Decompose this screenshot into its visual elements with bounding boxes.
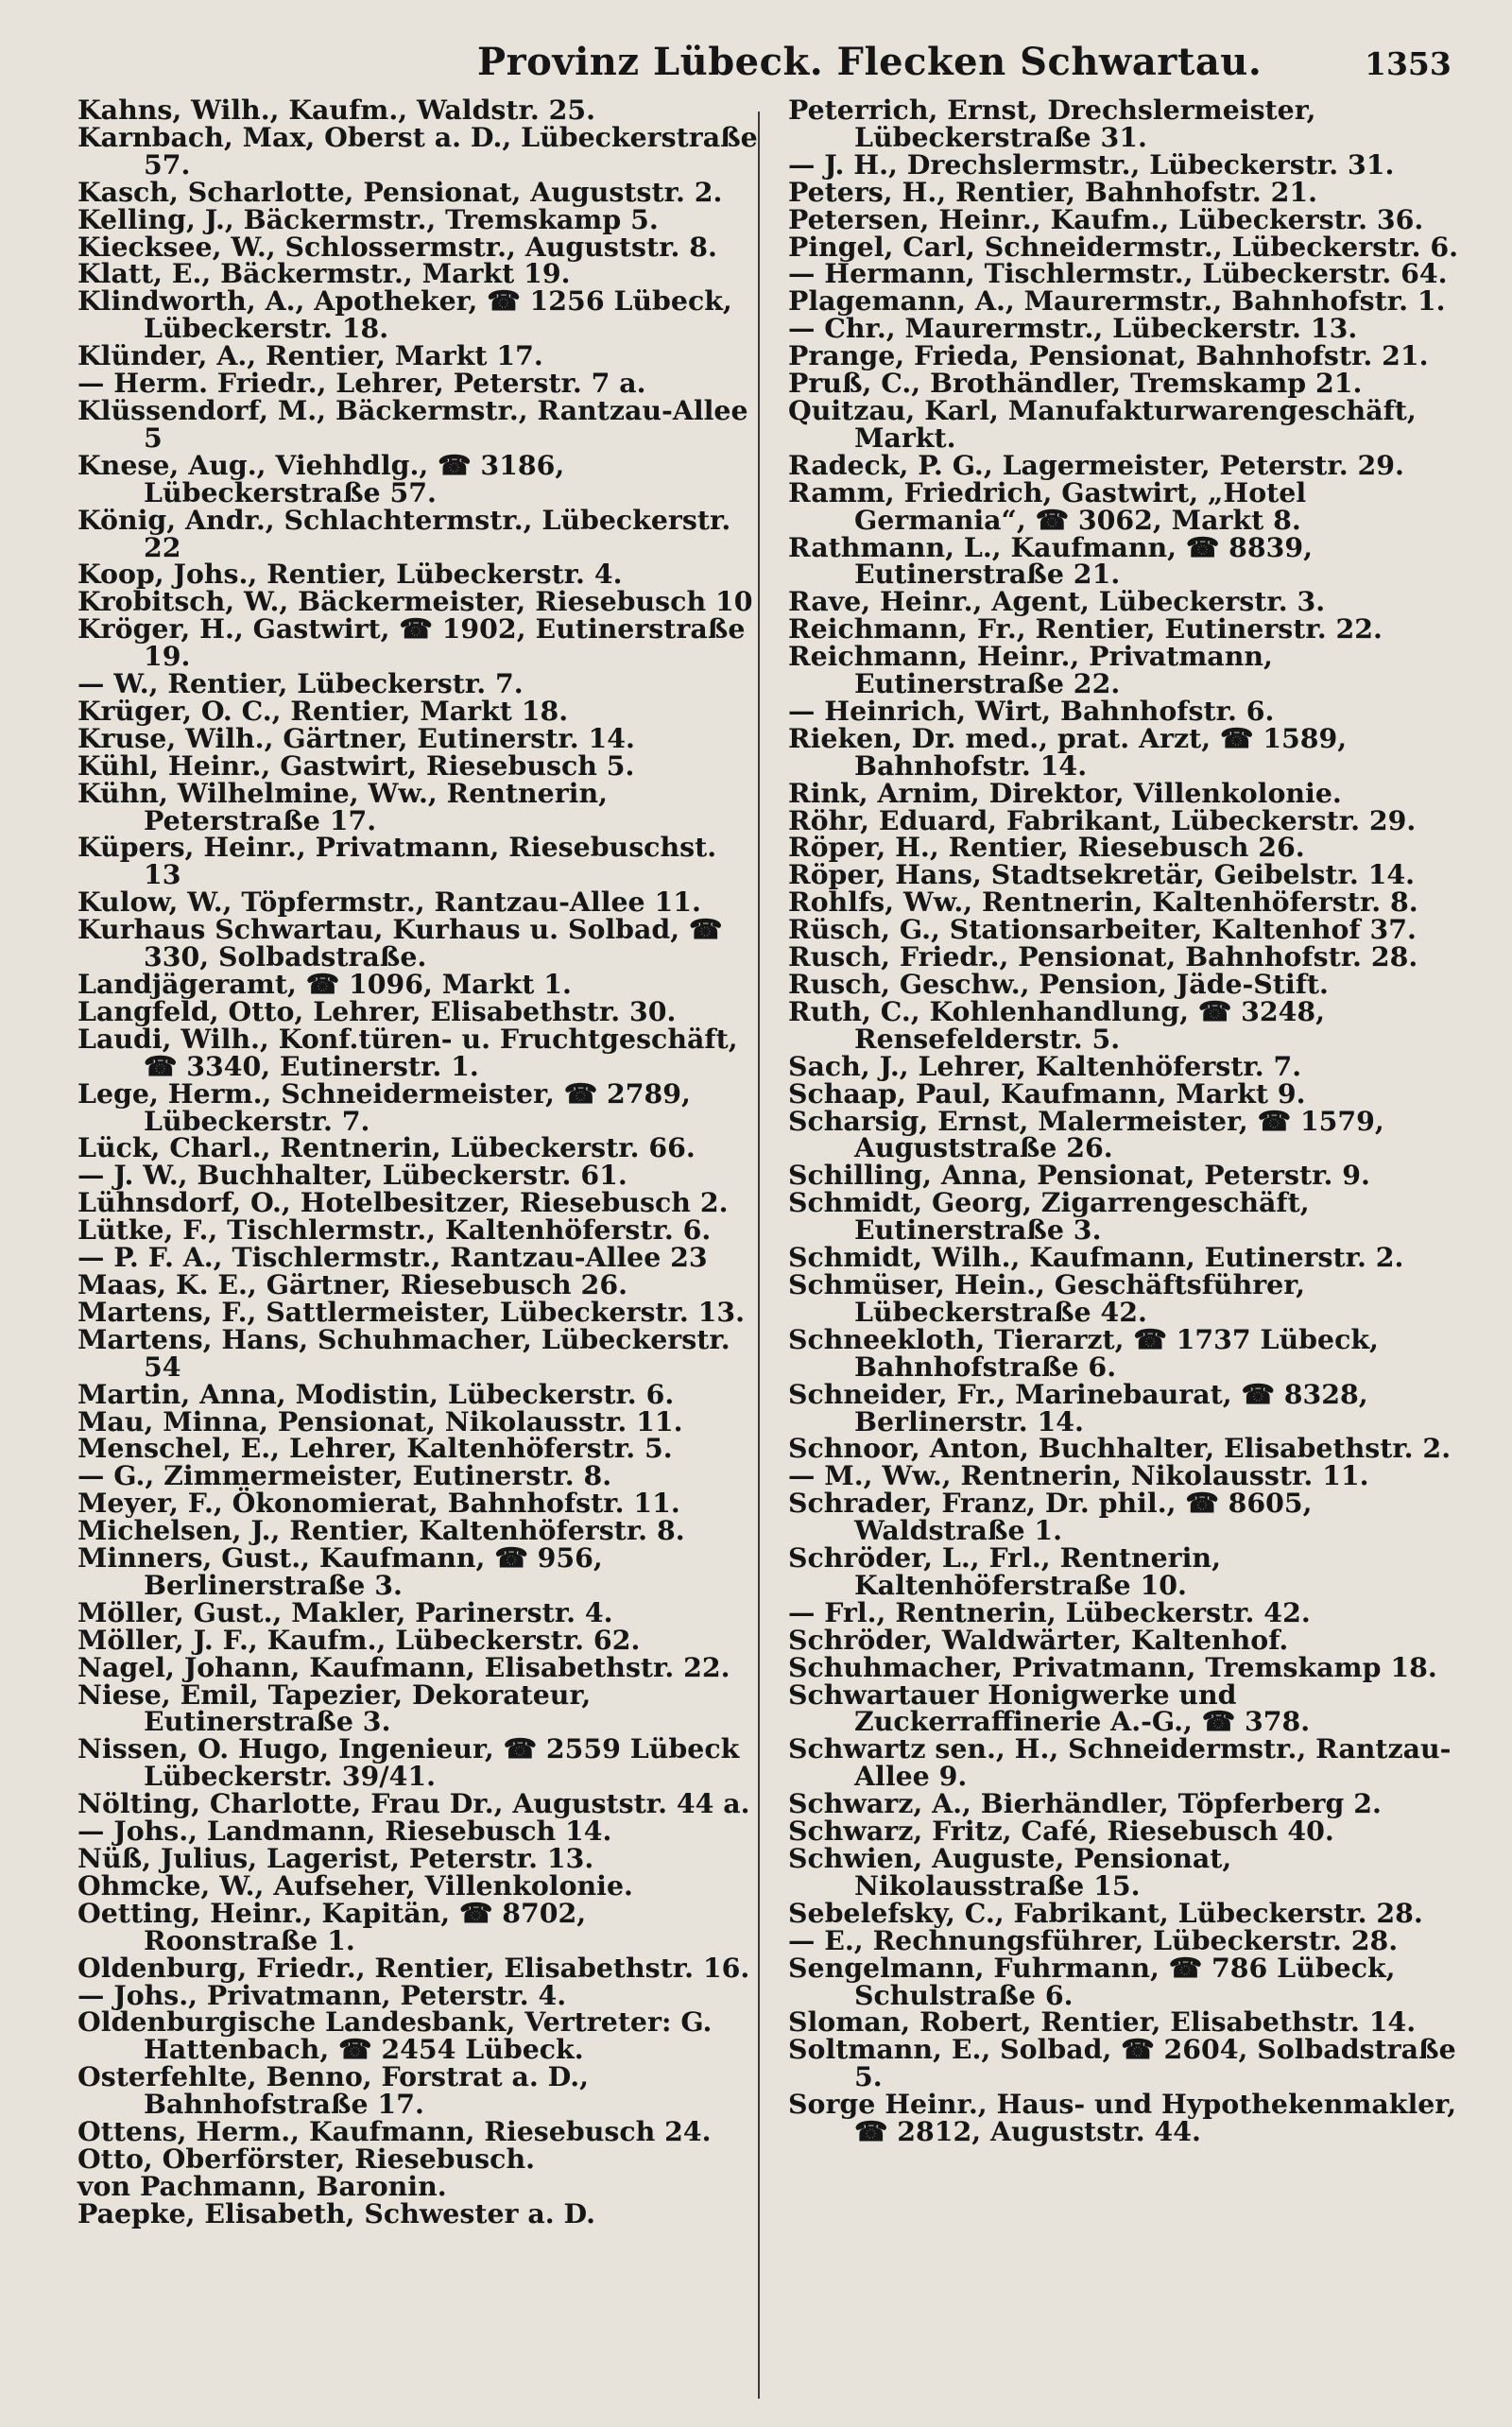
directory-entry: Rusch, Friedr., Pensionat, Bahnhofstr. 28. — [788, 940, 1418, 973]
directory-entry: Ramm, Friedrich, Gastwirt, „Hotel Germania“, ☎ 3062, Markt 8. — [788, 475, 1307, 536]
directory-entry: Knese, Aug., Viehhdlg., ☎ 3186, Lübeckerstraße 57. — [77, 448, 565, 508]
directory-entry: — E., Rechnungsführer, Lübeckerstr. 28. — [788, 1923, 1399, 1956]
directory-entry: Krobitsch, W., Bäckermeister, Riesebusch 10 — [77, 585, 753, 618]
directory-entry: Minners, Gust., Kaufmann, ☎ 956, Berlinerstraße 3. — [77, 1541, 603, 1601]
directory-entry: Ohmcke, W., Aufseher, Villenkolonie. — [77, 1868, 633, 1902]
directory-entry: Möller, J. F., Kaufm., Lübeckerstr. 62. — [77, 1623, 641, 1656]
directory-entry: Schuhmacher, Privatmann, Tremskamp 18. — [788, 1650, 1437, 1683]
directory-entry: Laudi, Wilh., Konf.türen- u. Fruchtgeschäft, ☎ 3340, Eutinerstr. 1. — [77, 1022, 738, 1082]
directory-entry: Schwartauer Honigwerke und Zuckerraffinerie A.-G., ☎ 378. — [788, 1678, 1311, 1738]
directory-entry: — G., Zimmermeister, Eutinerstr. 8. — [77, 1459, 612, 1492]
left-column — [77, 96, 758, 2228]
directory-entry: Klatt, E., Bäckermstr., Markt 19. — [77, 257, 571, 290]
directory-entry: Koop, Johs., Rentier, Lübeckerstr. 4. — [77, 558, 623, 591]
directory-entry: von Pachmann, Baronin. — [77, 2169, 447, 2202]
directory-entry: Peters, H., Rentier, Bahnhofstr. 21. — [788, 175, 1318, 208]
directory-entry: Klindworth, A., Apotheker, ☎ 1256 Lübeck, Lübeckerstr. 18. — [77, 284, 732, 345]
page-title: Provinz Lübeck. Flecken Schwartau. — [477, 40, 1263, 84]
directory-entry: Reichmann, Heinr., Privatmann, Eutinerstraße 22. — [788, 640, 1273, 700]
directory-entry: Niese, Emil, Tapezier, Dekorateur, Eutinerstraße 3. — [77, 1678, 592, 1738]
directory-entry: Nissen, O. Hugo, Ingenieur, ☎ 2559 Lübeck Lübeckerstr. 39/41. — [77, 1732, 740, 1793]
directory-entry: Sorge Heinr., Haus- und Hypothekenmakler, ☎ 2812, Auguststr. 44. — [788, 2088, 1457, 2148]
directory-entry: Plagemann, A., Maurermstr., Bahnhofstr. 1. — [788, 284, 1446, 318]
directory-entry: Schwien, Auguste, Pensionat, Nikolausstraße 15. — [788, 1842, 1232, 1902]
directory-entry: Kahns, Wilh., Kaufm., Waldstr. 25. — [77, 94, 596, 126]
directory-entry: Röper, Hans, Stadtsekretär, Geibelstr. 14. — [788, 858, 1416, 891]
directory-entry: Schneider, Fr., Marinebaurat, ☎ 8328, Berlinerstr. 14. — [788, 1377, 1368, 1437]
directory-entry: Karnbach, Max, Oberst a. D., Lübeckerstraße 57. — [77, 120, 758, 181]
directory-entry: Sengelmann, Fuhrmann, ☎ 786 Lübeck, Schulstraße 6. — [788, 1951, 1396, 2011]
directory-entry: Lege, Herm., Schneidermeister, ☎ 2789, Lübeckerstr. 7. — [77, 1076, 691, 1137]
directory-entry: — Frl., Rentnerin, Lübeckerstr. 42. — [788, 1595, 1311, 1628]
directory-entry: Schrader, Franz, Dr. phil., ☎ 8605, Waldstraße 1. — [788, 1487, 1313, 1547]
directory-entry: — Heinrich, Wirt, Bahnhofstr. 6. — [788, 694, 1275, 727]
directory-entry: Kiecksee, W., Schlossermstr., Auguststr. 8. — [77, 230, 717, 263]
directory-entry: Radeck, P. G., Lagermeister, Peterstr. 29. — [788, 448, 1404, 481]
column-divider — [758, 112, 760, 2399]
directory-entry: Rave, Heinr., Agent, Lübeckerstr. 3. — [788, 585, 1326, 618]
directory-entry: Möller, Gust., Makler, Parinerstr. 4. — [77, 1595, 613, 1628]
directory-entry: Meyer, F., Ökonomierat, Bahnhofstr. 11. — [77, 1487, 680, 1520]
directory-entry: Kruse, Wilh., Gärtner, Eutinerstr. 14. — [77, 721, 635, 754]
directory-entry: Osterfehlte, Benno, Forstrat a. D., Bahnhofstraße 17. — [77, 2060, 590, 2121]
directory-entry: Oetting, Heinr., Kapitän, ☎ 8702, Roonstraße 1. — [77, 1896, 587, 1956]
directory-entry: Ottens, Herm., Kaufmann, Riesebusch 24. — [77, 2115, 712, 2148]
directory-entry: Kühn, Wilhelmine, Ww., Rentnerin, Peterstraße 17. — [77, 776, 608, 836]
directory-entry: — Chr., Maurermstr., Lübeckerstr. 13. — [788, 312, 1358, 345]
directory-entry: Kasch, Scharlotte, Pensionat, Auguststr. 2. — [77, 175, 723, 208]
directory-entry: Quitzau, Karl, Manufakturwarengeschäft, Markt. — [788, 393, 1417, 454]
directory-entry: — J. W., Buchhalter, Lübeckerstr. 61. — [77, 1159, 627, 1192]
directory-entry: Schmüser, Hein., Geschäftsführer, Lübeckerstraße 42. — [788, 1267, 1306, 1328]
directory-entry: — P. F. A., Tischlermstr., Rantzau-Allee 23 — [77, 1241, 708, 1274]
directory-entry: Pruß, C., Brothändler, Tremskamp 21. — [788, 367, 1363, 400]
directory-entry: Langfeld, Otto, Lehrer, Elisabethstr. 30. — [77, 994, 677, 1027]
page-number: 1353 — [1365, 45, 1452, 82]
directory-entry: — M., Ww., Rentnerin, Nikolausstr. 11. — [788, 1459, 1369, 1492]
directory-entry: Schwarz, Fritz, Café, Riesebusch 40. — [788, 1815, 1334, 1848]
directory-entry: Sloman, Robert, Rentier, Elisabethstr. 14. — [788, 2005, 1417, 2039]
directory-entry: Schnoor, Anton, Buchhalter, Elisabethstr. 2. — [788, 1432, 1452, 1465]
directory-entry: — Johs., Privatmann, Peterstr. 4. — [77, 1978, 567, 2011]
directory-entry: Paepke, Elisabeth, Schwester a. D. — [77, 2196, 596, 2229]
directory-entry: Rink, Arnim, Direktor, Villenkolonie. — [788, 776, 1342, 809]
directory-entry: Schaap, Paul, Kaufmann, Markt 9. — [788, 1076, 1306, 1110]
directory-entry: Schwartz sen., H., Schneidermstr., Rantzau-Allee 9. — [788, 1732, 1452, 1793]
directory-entry: Rieken, Dr. med., prat. Arzt, ☎ 1589, Bahnhofstr. 14. — [788, 721, 1348, 782]
directory-entry: Kurhaus Schwartau, Kurhaus u. Solbad, ☎ 330, Solbadstraße. — [77, 913, 723, 973]
directory-entry: Nölting, Charlotte, Frau Dr., Auguststr. 44 a. — [77, 1787, 750, 1820]
directory-entry: Schwarz, A., Bierhändler, Töpferberg 2. — [788, 1787, 1382, 1820]
directory-entry: Schmidt, Georg, Zigarrengeschäft, Eutinerstraße 3. — [788, 1186, 1310, 1247]
directory-entry: Schmidt, Wilh., Kaufmann, Eutinerstr. 2. — [788, 1241, 1404, 1274]
directory-entry: Kulow, W., Töpfermstr., Rantzau-Allee 11. — [77, 886, 701, 919]
directory-entry: Kröger, H., Gastwirt, ☎ 1902, Eutinerstraße 19. — [77, 612, 746, 673]
directory-entry: — Hermann, Tischlermstr., Lübeckerstr. 64. — [788, 257, 1448, 290]
directory-entry: Landjägeramt, ☎ 1096, Markt 1. — [77, 968, 572, 1000]
directory-entry: Martin, Anna, Modistin, Lübeckerstr. 6. — [77, 1377, 675, 1410]
directory-entry: Oldenburgische Landesbank, Vertreter: G. Hattenbach, ☎ 2454 Lübeck. — [77, 2005, 713, 2066]
right-column — [788, 94, 1469, 2148]
directory-entry: Scharsig, Ernst, Malermeister, ☎ 1579, Auguststraße 26. — [788, 1104, 1384, 1164]
directory-entry: Kelling, J., Bäckermstr., Tremskamp 5. — [77, 202, 659, 235]
directory-entry: Schilling, Anna, Pensionat, Peterstr. 9. — [788, 1159, 1370, 1192]
directory-entry: König, Andr., Schlachtermstr., Lübeckerstr. 22 — [77, 503, 731, 563]
directory-entry: Soltmann, E., Solbad, ☎ 2604, Solbadstraße 5. — [788, 2033, 1456, 2093]
directory-entry: Otto, Oberförster, Riesebusch. — [77, 2142, 535, 2175]
directory-entry: Lütke, F., Tischlermstr., Kaltenhöferstr. 6. — [77, 1214, 712, 1247]
directory-entry: Mau, Minna, Pensionat, Nikolausstr. 11. — [77, 1404, 683, 1437]
page-header — [0, 32, 1512, 89]
directory-entry: Schneekloth, Tierarzt, ☎ 1737 Lübeck, Bahnhofstraße 6. — [788, 1322, 1379, 1383]
directory-entry: Schröder, L., Frl., Rentnerin, Kaltenhöferstraße 10. — [788, 1541, 1221, 1601]
directory-entry: Rüsch, G., Stationsarbeiter, Kaltenhof 37. — [788, 913, 1417, 946]
directory-entry: Martens, F., Sattlermeister, Lübeckerstr. 13. — [77, 1295, 746, 1328]
directory-entry: Lühnsdorf, O., Hotelbesitzer, Riesebusch 2. — [77, 1186, 729, 1219]
directory-entry: Oldenburg, Friedr., Rentier, Elisabethstr. 16. — [77, 1951, 750, 1984]
directory-entry: Schröder, Waldwärter, Kaltenhof. — [788, 1623, 1289, 1656]
directory-entry: Ruth, C., Kohlenhandlung, ☎ 3248, Rensefelderstr. 5. — [788, 994, 1325, 1055]
directory-entry: — Herm. Friedr., Lehrer, Peterstr. 7 a. — [77, 367, 646, 400]
directory-entry: Prange, Frieda, Pensionat, Bahnhofstr. 21. — [788, 339, 1429, 372]
directory-entry: Lück, Charl., Rentnerin, Lübeckerstr. 66. — [77, 1131, 696, 1164]
directory-entry: Nüß, Julius, Lagerist, Peterstr. 13. — [77, 1842, 594, 1874]
directory-entry: Nagel, Johann, Kaufmann, Elisabethstr. 22. — [77, 1650, 730, 1683]
directory-entry: Rathmann, L., Kaufmann, ☎ 8839, Eutinerstraße 21. — [788, 530, 1314, 591]
directory-entry: Peterrich, Ernst, Drechslermeister, Lübeckerstraße 31. — [788, 94, 1316, 153]
directory-entry: Martens, Hans, Schuhmacher, Lübeckerstr. 54 — [77, 1322, 730, 1383]
directory-entry: — W., Rentier, Lübeckerstr. 7. — [77, 667, 524, 700]
directory-entry: Michelsen, J., Rentier, Kaltenhöferstr. 8. — [77, 1514, 685, 1547]
directory-entry: Sebelefsky, C., Fabrikant, Lübeckerstr. 28. — [788, 1896, 1423, 1929]
directory-entry: Röper, H., Rentier, Riesebusch 26. — [788, 831, 1305, 864]
directory-entry: — Johs., Landmann, Riesebusch 14. — [77, 1815, 612, 1848]
directory-entry: Krüger, O. C., Rentier, Markt 18. — [77, 694, 569, 727]
directory-entry: Pingel, Carl, Schneidermstr., Lübeckerstr. 6. — [788, 230, 1459, 263]
directory-entry: Menschel, E., Lehrer, Kaltenhöferstr. 5. — [77, 1432, 673, 1465]
directory-entry: Klünder, A., Rentier, Markt 17. — [77, 339, 543, 372]
directory-entry: — J. H., Drechslermstr., Lübeckerstr. 31. — [788, 147, 1395, 181]
directory-entry: Küpers, Heinr., Privatmann, Riesebuschst. 13 — [77, 831, 717, 891]
directory-entry: Röhr, Eduard, Fabrikant, Lübeckerstr. 29. — [788, 803, 1417, 836]
directory-entry: Maas, K. E., Gärtner, Riesebusch 26. — [77, 1267, 627, 1300]
directory-entry: Kühl, Heinr., Gastwirt, Riesebusch 5. — [77, 749, 635, 782]
directory-entry: Rusch, Geschw., Pension, Jäde-Stift. — [788, 968, 1329, 1000]
directory-entry: Petersen, Heinr., Kaufm., Lübeckerstr. 36. — [788, 202, 1424, 235]
directory-entry: Sach, J., Lehrer, Kaltenhöferstr. 7. — [788, 1049, 1302, 1082]
directory-entry: Klüssendorf, M., Bäckermstr., Rantzau-Allee 5 — [77, 393, 748, 454]
directory-entry: Rohlfs, Ww., Rentnerin, Kaltenhöferstr. 8. — [788, 886, 1418, 919]
directory-entry: Reichmann, Fr., Rentier, Eutinerstr. 22. — [788, 612, 1383, 645]
